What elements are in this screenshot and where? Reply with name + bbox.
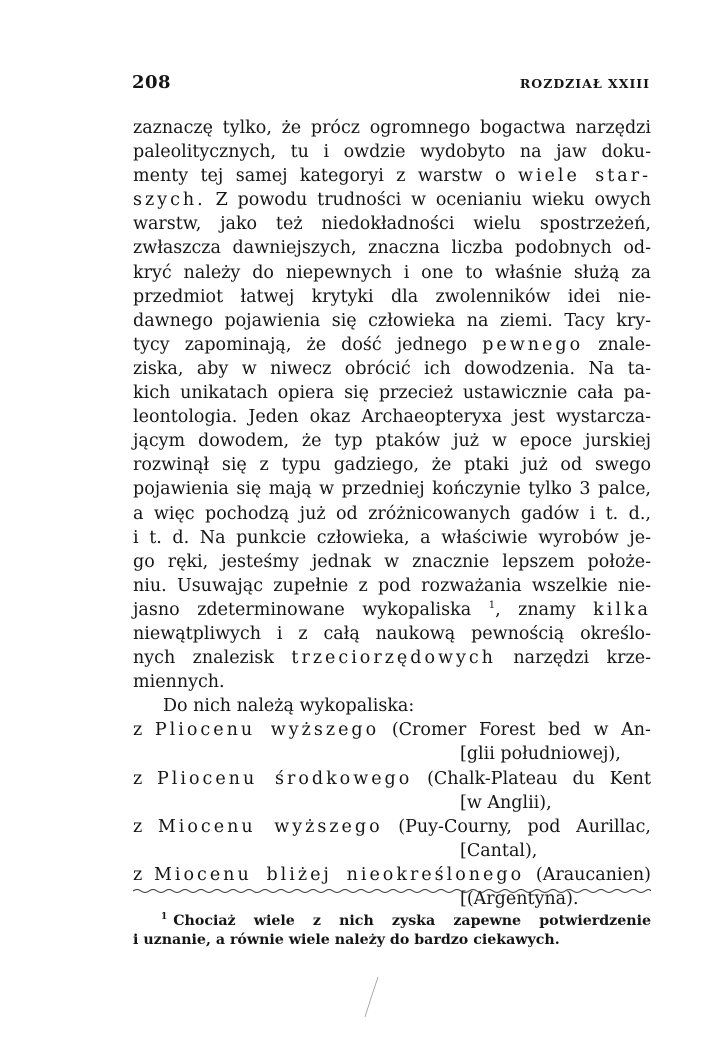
text-line: rozwinął się z typu gadziego, że ptaki już od swego: [133, 455, 651, 476]
page-number: 208: [132, 72, 172, 93]
text-line: dawnego pojawienia się człowieka na ziemi. Tacy kry-: [133, 310, 651, 331]
footnote-reference: 1: [488, 600, 496, 612]
text-line: niu. Usuwając zupełnie z pod rozważania wszelkie nie-: [133, 575, 651, 596]
text-line: szych. Z powodu trudności w ocenianiu wieku owych: [133, 190, 651, 211]
emphasis-spaced: Pliocenu środkowego: [157, 768, 413, 789]
list-item-continuation: [glii południowej),: [460, 744, 621, 765]
text-line: nych znalezisk trzeciorzędowych narzędzi krze-: [133, 648, 651, 669]
list-intro: Do nich należą wykopaliska:: [163, 696, 415, 717]
emphasis-spaced: kilka: [593, 599, 651, 620]
text-line: go ręki, jesteśmy jednak w znacznie lepszem położe-: [133, 551, 651, 572]
footnote-separator: [133, 888, 651, 894]
text-line: kryć należy do niepewnych i one to właśnie służą za: [133, 262, 651, 283]
text-line: paleolitycznych, tu i owdzie wydobyto na jaw doku-: [133, 142, 651, 163]
list-item-continuation: [w Anglii),: [460, 792, 552, 813]
page-header: [132, 72, 650, 96]
text-line: i t. d. Na punkcie człowieka, a właściwie wyrobów je-: [133, 527, 651, 548]
text-line: miennych.: [133, 672, 225, 693]
text-line: tycy zapominają, że dość jednego pewnego znale-: [133, 334, 651, 355]
list-item: z Pliocenu środkowego (Chalk-Plateau du Kent: [133, 768, 651, 789]
footnote: [133, 912, 651, 950]
emphasis-spaced: Miocenu bliżej nieokreślonego: [153, 864, 525, 885]
text-line: jącym dowodem, że typ ptaków już w epoce jurskiej: [133, 431, 651, 452]
footnote-line: $^1$ Chociaż wiele z nich zyska zapewne potwierdzenie: [161, 912, 651, 929]
footnote-line: i uznanie, a równie wiele należy do bardzo ciekawych.: [133, 932, 560, 948]
list-item: z Pliocenu wyższego (Cromer Forest bed w An-: [133, 720, 651, 741]
emphasis-spaced: Pliocenu wyższego: [154, 720, 380, 741]
text-line: pojawienia się mają w przedniej kończynie tylko 3 palce,: [133, 479, 651, 500]
text-line: warstw, jako też niedokładności wielu spostrzeżeń,: [133, 214, 651, 235]
text-line: menty tej samej kategoryi z warstw o wiele star-: [133, 166, 651, 187]
text-line: zaznaczę tylko, że prócz ogromnego bogactwa narzędzi: [133, 118, 651, 138]
text-line: zwłaszcza dawniejszych, znaczna liczba podobnych od-: [133, 238, 651, 259]
text-line: a więc pochodzą już od zróżnicowanych gadów i t. d.,: [133, 503, 651, 524]
list-item-continuation: [(Argentyna).: [460, 889, 579, 909]
emphasis-spaced: trzeciorzędowych: [291, 648, 496, 669]
text-line: przedmiot łatwej krytyki dla zwolenników idei nie-: [133, 286, 651, 307]
main-text: [133, 116, 651, 911]
list-item-continuation: [Cantal),: [460, 840, 538, 861]
text-line: leontologia. Jeden okaz Archaeopteryxa jest wystarcza-: [133, 407, 651, 428]
text-line: kich unikatach opiera się przecież ustawicznie cała pa-: [133, 383, 651, 404]
text-line: jasno zdeterminowane wykopaliska $^1$, znamy kilka: [133, 599, 651, 620]
text-line: niewątpliwych i z całą naukową pewnością określo-: [133, 623, 651, 644]
list-item: z Miocenu wyższego (Puy-Courny, pod Aurillac,: [133, 816, 651, 837]
list-item: z Miocenu bliżej nieokreślonego (Araucanien): [133, 864, 651, 885]
footnote-mark: 1: [161, 912, 168, 923]
emphasis-spaced: szych.: [133, 190, 206, 211]
emphasis-spaced: Miocenu wyższego: [157, 816, 383, 837]
running-head: ROZDZIAŁ XXIII: [519, 76, 650, 91]
emphasis-spaced: wiele star-: [517, 166, 651, 187]
text-line: ziska, aby w niwecz obrócić ich dowodzenia. Na ta-: [133, 358, 651, 379]
pencil-mark: [362, 975, 382, 1019]
emphasis-spaced: pewnego: [482, 334, 584, 355]
